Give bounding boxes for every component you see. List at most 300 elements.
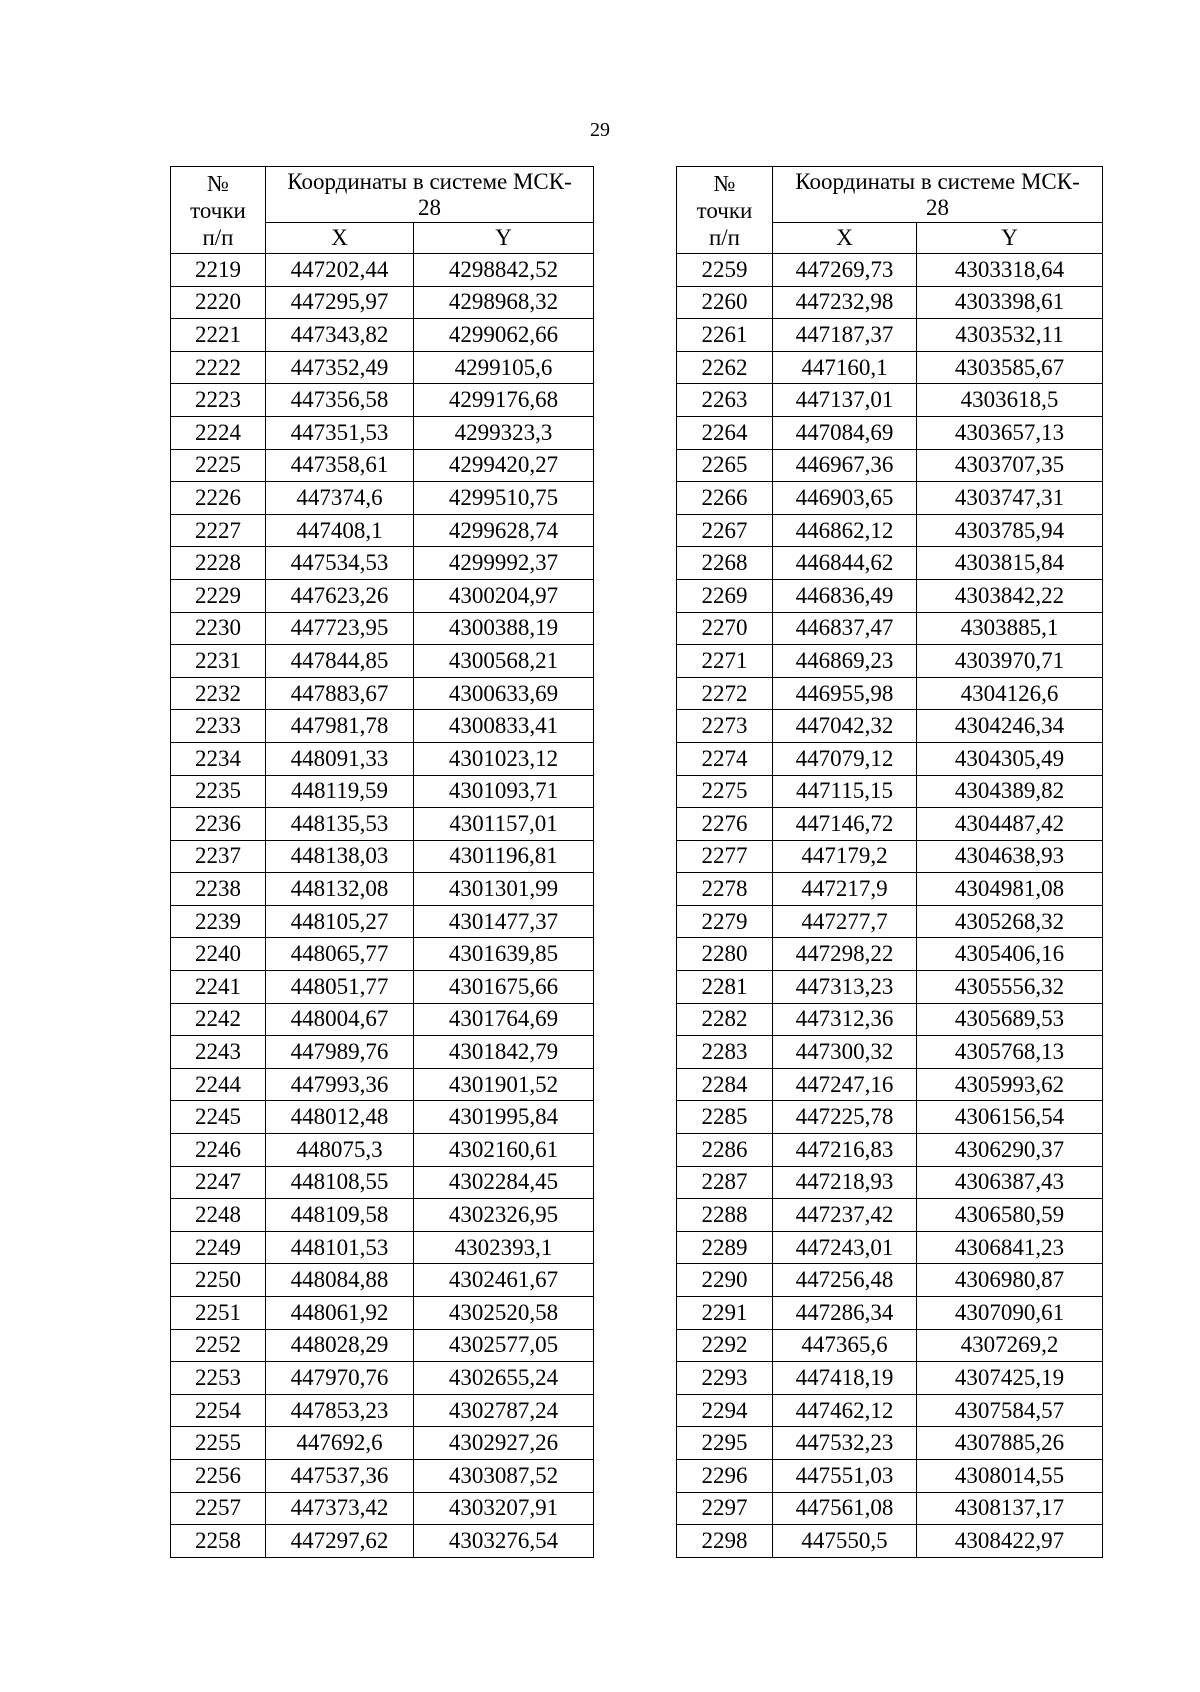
point-number-cell: 2276 xyxy=(677,808,773,841)
x-coordinate-cell: 447146,72 xyxy=(773,808,917,841)
point-number-cell: 2219 xyxy=(171,254,266,287)
x-coordinate-cell: 448119,59 xyxy=(266,775,414,808)
point-number-cell: 2245 xyxy=(171,1101,266,1134)
coordinates-header-line2: 28 xyxy=(418,194,441,220)
table-row xyxy=(171,351,594,384)
x-coordinate-cell: 447115,15 xyxy=(773,775,917,808)
table-row xyxy=(677,645,1103,678)
point-number-header-line3: п/п xyxy=(708,224,740,250)
x-coordinate-cell: 447137,01 xyxy=(773,384,917,417)
table-row xyxy=(677,710,1103,743)
x-coordinate-cell: 447352,49 xyxy=(266,351,414,384)
point-number-cell: 2257 xyxy=(171,1492,266,1525)
y-coordinate-cell: 4303657,13 xyxy=(917,416,1103,449)
y-coordinate-cell: 4302326,95 xyxy=(414,1199,594,1232)
x-coordinate-cell: 447295,97 xyxy=(266,286,414,319)
x-coordinate-cell: 448105,27 xyxy=(266,905,414,938)
table-row xyxy=(677,775,1103,808)
x-coordinate-cell: 446837,47 xyxy=(773,612,917,645)
y-coordinate-cell: 4302787,24 xyxy=(414,1394,594,1427)
table-row xyxy=(677,514,1103,547)
point-number-cell: 2251 xyxy=(171,1297,266,1330)
point-number-cell: 2249 xyxy=(171,1231,266,1264)
y-coordinate-cell: 4308014,55 xyxy=(917,1459,1103,1492)
point-number-cell: 2258 xyxy=(171,1525,266,1558)
x-coordinate-cell: 447358,61 xyxy=(266,449,414,482)
coordinates-header-line1: Координаты в системе МСК- xyxy=(287,168,572,194)
point-number-cell: 2228 xyxy=(171,547,266,580)
table-row xyxy=(171,1264,594,1297)
x-coordinate-cell: 448108,55 xyxy=(266,1166,414,1199)
table-row xyxy=(677,1362,1103,1395)
table-row xyxy=(677,286,1103,319)
y-coordinate-cell: 4305268,32 xyxy=(917,905,1103,938)
table-row xyxy=(677,971,1103,1004)
y-coordinate-cell: 4304638,93 xyxy=(917,840,1103,873)
table-row xyxy=(171,449,594,482)
y-coordinate-cell: 4303398,61 xyxy=(917,286,1103,319)
table-row xyxy=(171,775,594,808)
y-coordinate-cell: 4305556,32 xyxy=(917,971,1103,1004)
point-number-cell: 2294 xyxy=(677,1394,773,1427)
point-number-cell: 2255 xyxy=(171,1427,266,1460)
point-number-cell: 2260 xyxy=(677,286,773,319)
point-number-header-line1: № xyxy=(207,170,229,196)
y-coordinate-cell: 4302284,45 xyxy=(414,1166,594,1199)
y-coordinate-cell: 4305768,13 xyxy=(917,1036,1103,1069)
y-coordinate-cell: 4307584,57 xyxy=(917,1394,1103,1427)
y-coordinate-cell: 4302393,1 xyxy=(414,1231,594,1264)
point-number-cell: 2234 xyxy=(171,742,266,775)
x-coordinate-cell: 447042,32 xyxy=(773,710,917,743)
table-row xyxy=(677,938,1103,971)
y-coordinate-cell: 4303207,91 xyxy=(414,1492,594,1525)
y-coordinate-cell: 4301842,79 xyxy=(414,1036,594,1069)
y-coordinate-cell: 4302160,61 xyxy=(414,1134,594,1167)
y-coordinate-cell: 4303842,22 xyxy=(917,579,1103,612)
point-number-cell: 2267 xyxy=(677,514,773,547)
table-row xyxy=(171,905,594,938)
x-coordinate-cell: 448135,53 xyxy=(266,808,414,841)
point-number-cell: 2232 xyxy=(171,677,266,710)
y-coordinate-cell: 4301157,01 xyxy=(414,808,594,841)
x-coordinate-cell: 448061,92 xyxy=(266,1297,414,1330)
point-number-cell: 2235 xyxy=(171,775,266,808)
table-row xyxy=(171,677,594,710)
y-coordinate-cell: 4303785,94 xyxy=(917,514,1103,547)
table-row xyxy=(677,547,1103,580)
point-number-cell: 2286 xyxy=(677,1134,773,1167)
y-coordinate-cell: 4303585,67 xyxy=(917,351,1103,384)
x-coordinate-cell: 446955,98 xyxy=(773,677,917,710)
x-coordinate-cell: 448109,58 xyxy=(266,1199,414,1232)
y-coordinate-cell: 4304389,82 xyxy=(917,775,1103,808)
x-coordinate-cell: 447373,42 xyxy=(266,1492,414,1525)
y-coordinate-cell: 4300568,21 xyxy=(414,645,594,678)
y-coordinate-cell: 4301023,12 xyxy=(414,742,594,775)
x-coordinate-cell: 447187,37 xyxy=(773,319,917,352)
x-coordinate-cell: 447277,7 xyxy=(773,905,917,938)
table-row xyxy=(171,1525,594,1558)
y-coordinate-cell: 4308137,17 xyxy=(917,1492,1103,1525)
point-number-cell: 2241 xyxy=(171,971,266,1004)
table-row xyxy=(171,808,594,841)
point-number-cell: 2263 xyxy=(677,384,773,417)
x-column-header: X xyxy=(773,223,917,254)
y-coordinate-cell: 4306980,87 xyxy=(917,1264,1103,1297)
point-number-cell: 2240 xyxy=(171,938,266,971)
x-coordinate-cell: 447723,95 xyxy=(266,612,414,645)
y-coordinate-cell: 4307269,2 xyxy=(917,1329,1103,1362)
table-row xyxy=(171,286,594,319)
point-number-cell: 2238 xyxy=(171,873,266,906)
y-coordinate-cell: 4303087,52 xyxy=(414,1459,594,1492)
table-row xyxy=(171,319,594,352)
point-number-cell: 2239 xyxy=(171,905,266,938)
table-row xyxy=(171,971,594,1004)
x-coordinate-cell: 447981,78 xyxy=(266,710,414,743)
y-coordinate-cell: 4301764,69 xyxy=(414,1003,594,1036)
point-number-cell: 2275 xyxy=(677,775,773,808)
x-coordinate-cell: 447084,69 xyxy=(773,416,917,449)
x-coordinate-cell: 447218,93 xyxy=(773,1166,917,1199)
point-number-cell: 2285 xyxy=(677,1101,773,1134)
table-row xyxy=(677,1394,1103,1427)
point-number-cell: 2222 xyxy=(171,351,266,384)
y-coordinate-cell: 4302461,67 xyxy=(414,1264,594,1297)
x-coordinate-cell: 447202,44 xyxy=(266,254,414,287)
y-coordinate-cell: 4299510,75 xyxy=(414,482,594,515)
table-row xyxy=(171,416,594,449)
table-row xyxy=(677,1231,1103,1264)
x-column-header: X xyxy=(266,223,414,254)
table-row xyxy=(171,1166,594,1199)
x-coordinate-cell: 447692,6 xyxy=(266,1427,414,1460)
x-coordinate-cell: 447408,1 xyxy=(266,514,414,547)
table-row xyxy=(171,1362,594,1395)
x-coordinate-cell: 447883,67 xyxy=(266,677,414,710)
point-number-cell: 2252 xyxy=(171,1329,266,1362)
y-coordinate-cell: 4307885,26 xyxy=(917,1427,1103,1460)
point-number-cell: 2254 xyxy=(171,1394,266,1427)
point-number-cell: 2288 xyxy=(677,1199,773,1232)
point-number-cell: 2282 xyxy=(677,1003,773,1036)
y-coordinate-cell: 4306156,54 xyxy=(917,1101,1103,1134)
x-coordinate-cell: 447532,23 xyxy=(773,1427,917,1460)
point-number-cell: 2295 xyxy=(677,1427,773,1460)
y-coordinate-cell: 4306580,59 xyxy=(917,1199,1103,1232)
y-coordinate-cell: 4298968,32 xyxy=(414,286,594,319)
y-coordinate-cell: 4302577,05 xyxy=(414,1329,594,1362)
table-row xyxy=(677,1264,1103,1297)
x-coordinate-cell: 447623,26 xyxy=(266,579,414,612)
point-number-header-line3: п/п xyxy=(202,224,234,250)
table-row xyxy=(677,254,1103,287)
x-coordinate-cell: 447286,34 xyxy=(773,1297,917,1330)
point-number-cell: 2293 xyxy=(677,1362,773,1395)
point-number-cell: 2287 xyxy=(677,1166,773,1199)
y-coordinate-cell: 4306841,23 xyxy=(917,1231,1103,1264)
point-number-cell: 2236 xyxy=(171,808,266,841)
y-coordinate-cell: 4303618,5 xyxy=(917,384,1103,417)
point-number-cell: 2289 xyxy=(677,1231,773,1264)
table-row xyxy=(171,1101,594,1134)
point-number-cell: 2253 xyxy=(171,1362,266,1395)
point-number-cell: 2224 xyxy=(171,416,266,449)
point-number-cell: 2265 xyxy=(677,449,773,482)
x-coordinate-cell: 447313,23 xyxy=(773,971,917,1004)
x-coordinate-cell: 446869,23 xyxy=(773,645,917,678)
x-coordinate-cell: 447237,42 xyxy=(773,1199,917,1232)
table-row xyxy=(677,840,1103,873)
table-row xyxy=(677,1199,1103,1232)
table-row xyxy=(677,449,1103,482)
point-number-cell: 2262 xyxy=(677,351,773,384)
table-row xyxy=(677,1166,1103,1199)
x-coordinate-cell: 446967,36 xyxy=(773,449,917,482)
y-column-header: Y xyxy=(414,223,594,254)
table-row xyxy=(677,1297,1103,1330)
point-number-cell: 2279 xyxy=(677,905,773,938)
y-coordinate-cell: 4303970,71 xyxy=(917,645,1103,678)
point-number-header-line2: точки xyxy=(190,197,246,223)
y-coordinate-cell: 4304305,49 xyxy=(917,742,1103,775)
point-number-cell: 2278 xyxy=(677,873,773,906)
y-coordinate-cell: 4307425,19 xyxy=(917,1362,1103,1395)
table-row xyxy=(171,482,594,515)
table-row xyxy=(677,905,1103,938)
table-row xyxy=(677,1525,1103,1558)
y-coordinate-cell: 4301196,81 xyxy=(414,840,594,873)
coordinates-header-line2: 28 xyxy=(926,194,949,220)
coordinates-header xyxy=(773,167,1103,223)
table-body-left xyxy=(171,254,594,1558)
point-number-header-line2: точки xyxy=(696,197,753,223)
y-coordinate-cell: 4301901,52 xyxy=(414,1068,594,1101)
x-coordinate-cell: 448138,03 xyxy=(266,840,414,873)
y-coordinate-cell: 4304126,6 xyxy=(917,677,1103,710)
table-row xyxy=(677,416,1103,449)
table-row xyxy=(677,808,1103,841)
y-coordinate-cell: 4299992,37 xyxy=(414,547,594,580)
point-number-cell: 2226 xyxy=(171,482,266,515)
table-row xyxy=(677,1427,1103,1460)
point-number-cell: 2231 xyxy=(171,645,266,678)
y-coordinate-cell: 4304246,34 xyxy=(917,710,1103,743)
table-row xyxy=(677,351,1103,384)
table-row xyxy=(677,677,1103,710)
table-row xyxy=(171,873,594,906)
point-number-cell: 2284 xyxy=(677,1068,773,1101)
y-coordinate-cell: 4301639,85 xyxy=(414,938,594,971)
point-number-cell: 2271 xyxy=(677,645,773,678)
point-number-cell: 2270 xyxy=(677,612,773,645)
y-coordinate-cell: 4303815,84 xyxy=(917,547,1103,580)
table-row xyxy=(677,579,1103,612)
table-row xyxy=(171,547,594,580)
table-row xyxy=(171,742,594,775)
table-row xyxy=(171,645,594,678)
x-coordinate-cell: 447298,22 xyxy=(773,938,917,971)
point-number-cell: 2268 xyxy=(677,547,773,580)
point-number-cell: 2280 xyxy=(677,938,773,971)
point-number-cell: 2277 xyxy=(677,840,773,873)
point-number-cell: 2264 xyxy=(677,416,773,449)
point-number-cell: 2266 xyxy=(677,482,773,515)
x-coordinate-cell: 448101,53 xyxy=(266,1231,414,1264)
table-row xyxy=(677,742,1103,775)
table-row xyxy=(171,1036,594,1069)
point-number-cell: 2223 xyxy=(171,384,266,417)
point-number-cell: 2230 xyxy=(171,612,266,645)
y-coordinate-cell: 4302927,26 xyxy=(414,1427,594,1460)
point-number-cell: 2261 xyxy=(677,319,773,352)
point-number-cell: 2291 xyxy=(677,1297,773,1330)
x-coordinate-cell: 448012,48 xyxy=(266,1101,414,1134)
y-coordinate-cell: 4303532,11 xyxy=(917,319,1103,352)
table-row xyxy=(171,1459,594,1492)
point-number-cell: 2250 xyxy=(171,1264,266,1297)
y-coordinate-cell: 4301301,99 xyxy=(414,873,594,906)
x-coordinate-cell: 447256,48 xyxy=(773,1264,917,1297)
y-coordinate-cell: 4300633,69 xyxy=(414,677,594,710)
x-coordinate-cell: 448091,33 xyxy=(266,742,414,775)
y-coordinate-cell: 4301995,84 xyxy=(414,1101,594,1134)
point-number-cell: 2229 xyxy=(171,579,266,612)
x-coordinate-cell: 448051,77 xyxy=(266,971,414,1004)
x-coordinate-cell: 446862,12 xyxy=(773,514,917,547)
y-coordinate-cell: 4303318,64 xyxy=(917,254,1103,287)
y-coordinate-cell: 4308422,97 xyxy=(917,1525,1103,1558)
x-coordinate-cell: 447300,32 xyxy=(773,1036,917,1069)
point-number-cell: 2281 xyxy=(677,971,773,1004)
y-coordinate-cell: 4299628,74 xyxy=(414,514,594,547)
point-number-cell: 2256 xyxy=(171,1459,266,1492)
x-coordinate-cell: 447232,98 xyxy=(773,286,917,319)
point-number-cell: 2243 xyxy=(171,1036,266,1069)
y-coordinate-cell: 4302520,58 xyxy=(414,1297,594,1330)
y-coordinate-cell: 4299176,68 xyxy=(414,384,594,417)
x-coordinate-cell: 448004,67 xyxy=(266,1003,414,1036)
point-number-header xyxy=(171,167,266,254)
point-number-cell: 2247 xyxy=(171,1166,266,1199)
x-coordinate-cell: 448065,77 xyxy=(266,938,414,971)
table-row xyxy=(171,938,594,971)
x-coordinate-cell: 448075,3 xyxy=(266,1134,414,1167)
y-coordinate-cell: 4299323,3 xyxy=(414,416,594,449)
y-coordinate-cell: 4298842,52 xyxy=(414,254,594,287)
table-row xyxy=(677,482,1103,515)
point-number-cell: 2233 xyxy=(171,710,266,743)
x-coordinate-cell: 447343,82 xyxy=(266,319,414,352)
table-row xyxy=(171,254,594,287)
point-number-cell: 2248 xyxy=(171,1199,266,1232)
x-coordinate-cell: 447243,01 xyxy=(773,1231,917,1264)
table-body-right xyxy=(677,254,1103,1558)
table-row xyxy=(677,1329,1103,1362)
coordinates-header xyxy=(266,167,594,223)
point-number-cell: 2269 xyxy=(677,579,773,612)
y-coordinate-cell: 4299420,27 xyxy=(414,449,594,482)
point-number-cell: 2227 xyxy=(171,514,266,547)
y-coordinate-cell: 4303276,54 xyxy=(414,1525,594,1558)
x-coordinate-cell: 447561,08 xyxy=(773,1492,917,1525)
x-coordinate-cell: 446836,49 xyxy=(773,579,917,612)
table-row xyxy=(677,1003,1103,1036)
x-coordinate-cell: 447312,36 xyxy=(773,1003,917,1036)
y-coordinate-cell: 4301477,37 xyxy=(414,905,594,938)
y-coordinate-cell: 4303747,31 xyxy=(917,482,1103,515)
x-coordinate-cell: 447179,2 xyxy=(773,840,917,873)
table-row xyxy=(171,1068,594,1101)
y-coordinate-cell: 4301093,71 xyxy=(414,775,594,808)
y-coordinate-cell: 4302655,24 xyxy=(414,1362,594,1395)
table-row xyxy=(171,612,594,645)
x-coordinate-cell: 448028,29 xyxy=(266,1329,414,1362)
x-coordinate-cell: 447297,62 xyxy=(266,1525,414,1558)
x-coordinate-cell: 447365,6 xyxy=(773,1329,917,1362)
x-coordinate-cell: 447550,5 xyxy=(773,1525,917,1558)
y-coordinate-cell: 4305993,62 xyxy=(917,1068,1103,1101)
y-coordinate-cell: 4300388,19 xyxy=(414,612,594,645)
page-number: 29 xyxy=(590,119,610,141)
table-row xyxy=(171,1231,594,1264)
table-row xyxy=(171,1492,594,1525)
point-number-cell: 2296 xyxy=(677,1459,773,1492)
x-coordinate-cell: 447079,12 xyxy=(773,742,917,775)
y-coordinate-cell: 4306387,43 xyxy=(917,1166,1103,1199)
x-coordinate-cell: 447351,53 xyxy=(266,416,414,449)
y-coordinate-cell: 4299105,6 xyxy=(414,351,594,384)
x-coordinate-cell: 447247,16 xyxy=(773,1068,917,1101)
point-number-header-line1: № xyxy=(713,170,736,196)
x-coordinate-cell: 447269,73 xyxy=(773,254,917,287)
x-coordinate-cell: 446903,65 xyxy=(773,482,917,515)
y-coordinate-cell: 4299062,66 xyxy=(414,319,594,352)
x-coordinate-cell: 446844,62 xyxy=(773,547,917,580)
table-row xyxy=(171,384,594,417)
point-number-cell: 2220 xyxy=(171,286,266,319)
table-row xyxy=(677,1459,1103,1492)
x-coordinate-cell: 447853,23 xyxy=(266,1394,414,1427)
y-coordinate-cell: 4304487,42 xyxy=(917,808,1103,841)
x-coordinate-cell: 448084,88 xyxy=(266,1264,414,1297)
table-row xyxy=(171,1394,594,1427)
point-number-cell: 2225 xyxy=(171,449,266,482)
y-coordinate-cell: 4303707,35 xyxy=(917,449,1103,482)
y-coordinate-cell: 4306290,37 xyxy=(917,1134,1103,1167)
table-row xyxy=(677,1068,1103,1101)
y-coordinate-cell: 4305406,16 xyxy=(917,938,1103,971)
y-coordinate-cell: 4303885,1 xyxy=(917,612,1103,645)
point-number-cell: 2290 xyxy=(677,1264,773,1297)
x-coordinate-cell: 447537,36 xyxy=(266,1459,414,1492)
x-coordinate-cell: 447844,85 xyxy=(266,645,414,678)
point-number-cell: 2283 xyxy=(677,1036,773,1069)
table-row xyxy=(677,1036,1103,1069)
x-coordinate-cell: 447989,76 xyxy=(266,1036,414,1069)
table-row xyxy=(171,840,594,873)
point-number-cell: 2274 xyxy=(677,742,773,775)
x-coordinate-cell: 447534,53 xyxy=(266,547,414,580)
point-number-cell: 2259 xyxy=(677,254,773,287)
x-coordinate-cell: 447160,1 xyxy=(773,351,917,384)
table-row xyxy=(171,710,594,743)
coordinates-table-left xyxy=(170,166,594,1558)
point-number-cell: 2272 xyxy=(677,677,773,710)
point-number-cell: 2242 xyxy=(171,1003,266,1036)
y-coordinate-cell: 4305689,53 xyxy=(917,1003,1103,1036)
